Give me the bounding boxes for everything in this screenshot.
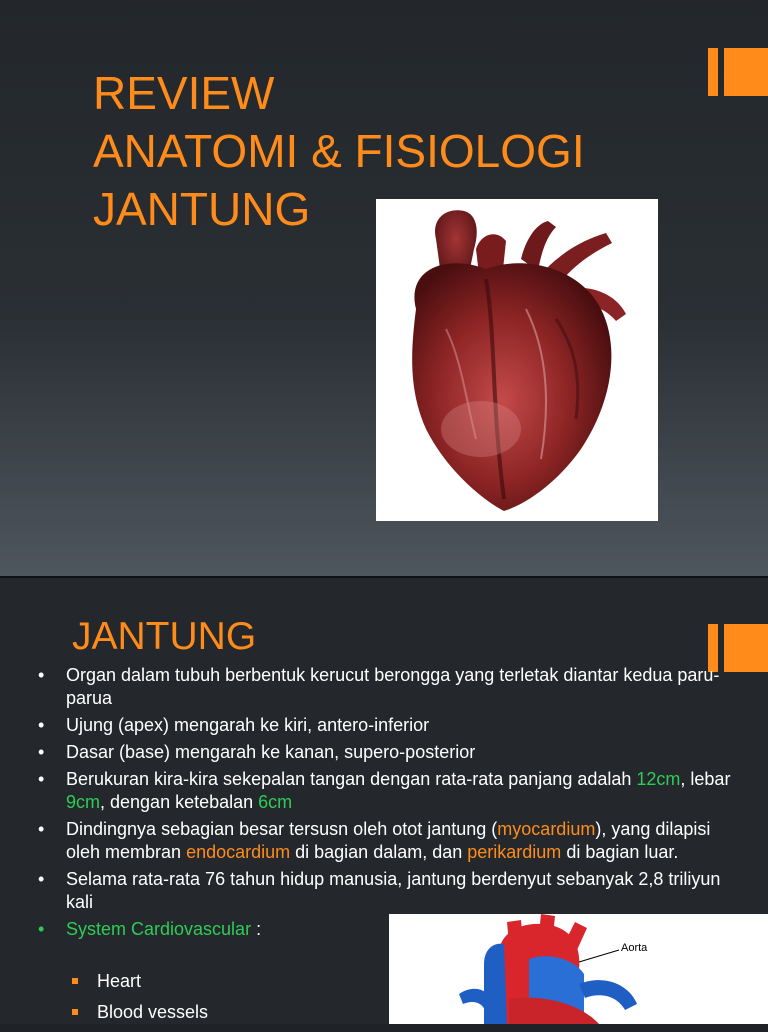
list-item: • Berukuran kira-kira sekepalan tangan dengan rata-rata panjang adalah 12cm, lebar 9cm, dengan ketebalan 6cm <box>38 769 731 812</box>
bullet-dot-icon: • <box>38 665 45 685</box>
title-line-2: ANATOMI & FISIOLOGI <box>93 125 585 177</box>
sub-list-item: Blood vessels <box>72 1001 208 1024</box>
size-thickness: 6cm <box>258 792 293 812</box>
size-length: 12cm <box>636 769 681 789</box>
section-title: JANTUNG <box>72 615 257 658</box>
title-line-3: JANTUNG <box>93 183 311 235</box>
sub-list-item: Heart <box>72 970 208 993</box>
list-item: • Organ dalam tubuh berbentuk kerucut berongga yang terletak diantar kedua paru-parua <box>38 665 720 708</box>
bullet-dot-icon: • <box>38 919 45 939</box>
deco-bar-icon <box>708 48 768 96</box>
square-bullet-icon <box>72 1009 78 1015</box>
aorta-label: Aorta <box>621 942 648 954</box>
bullet-dot-icon: • <box>38 715 45 735</box>
list-item: • Dasar (base) mengarah ke kanan, supero-posterior <box>38 742 476 762</box>
list-item: • Selama rata-rata 76 tahun hidup manusia, jantung berdenyut sebanyak 2,8 triliyun kali <box>38 869 721 912</box>
bullet-dot-icon: • <box>38 819 45 839</box>
square-bullet-icon <box>72 978 78 984</box>
bullet-dot-icon: • <box>38 769 45 789</box>
list-item: • System Cardiovascular : <box>38 919 262 939</box>
heart-image <box>376 199 658 521</box>
term-endocardium: endocardium <box>186 842 291 862</box>
title-line-1: REVIEW <box>93 67 275 119</box>
bullet-dot-icon: • <box>38 742 45 762</box>
bullet-dot-icon: • <box>38 869 45 889</box>
term-myocardium: myocardium <box>497 819 596 839</box>
size-width: 9cm <box>66 792 101 812</box>
bullet-list <box>34 664 744 945</box>
list-item: • Ujung (apex) mengarah ke kiri, antero-inferior <box>38 715 430 735</box>
list-item: • Dindingnya sebagian besar tersusn oleh otot jantung (myocardium), yang dilapisi oleh membran endocardium di bagian dalam, dan perikardium di bagian luar. <box>38 819 711 862</box>
heart-diagram-image <box>389 914 768 1024</box>
sub-list <box>72 970 208 1032</box>
term-perikardium: perikardium <box>467 842 562 862</box>
system-cardiovascular: System Cardiovascular <box>66 919 252 939</box>
